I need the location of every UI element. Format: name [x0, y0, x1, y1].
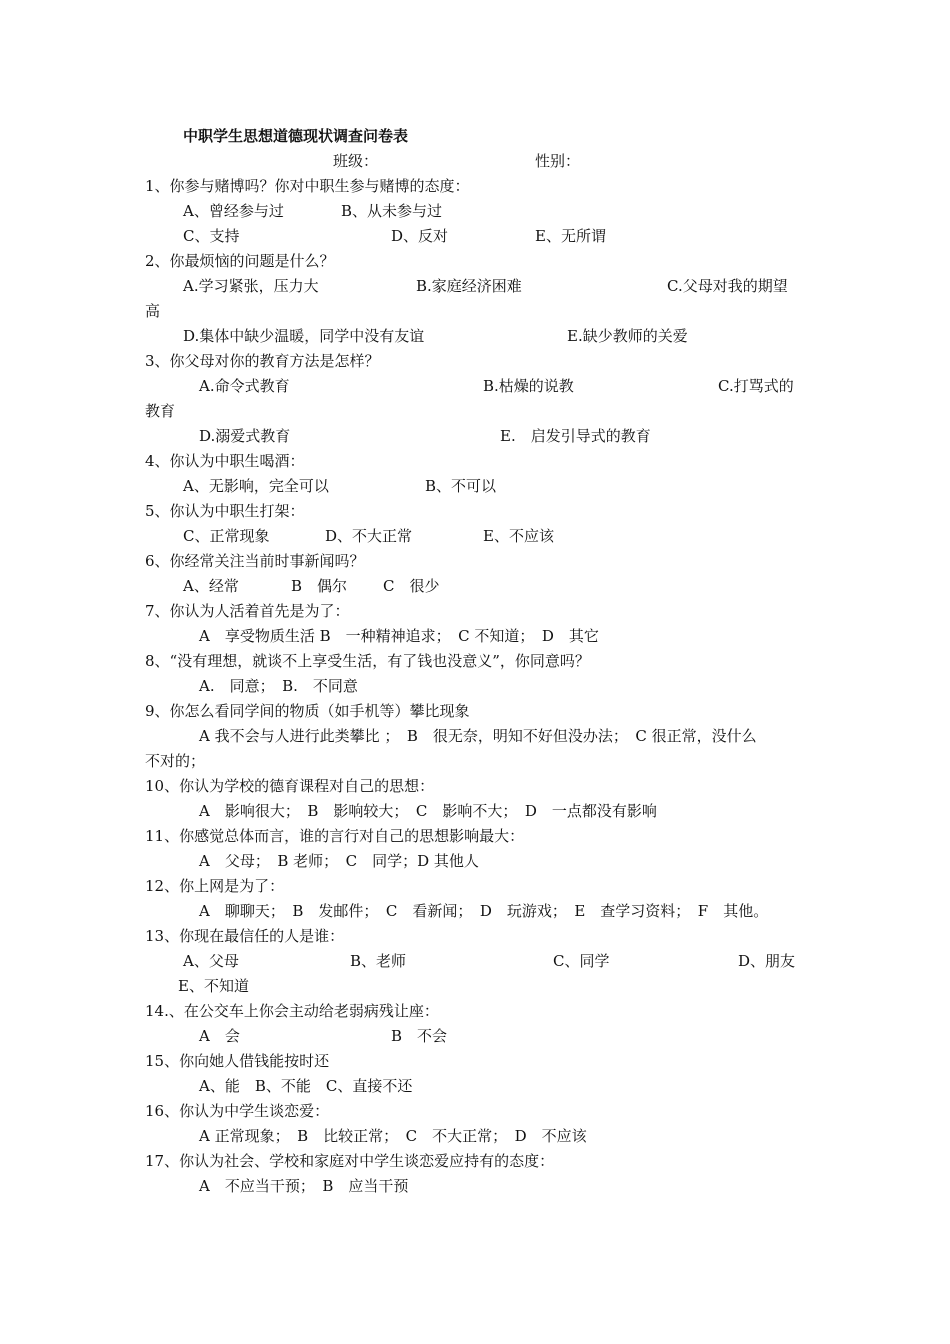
- q6-option-c: C 很少: [383, 577, 440, 595]
- q3-option-c: C.打骂式的: [718, 377, 794, 395]
- q6-option-b: B 偶尔: [291, 577, 348, 595]
- question-15: 15、你向她人借钱能按时还: [145, 1052, 330, 1070]
- q9-options-continued: 不对的；: [145, 752, 206, 770]
- gender-label: 性别：: [535, 152, 581, 170]
- q2-option-e: E.缺少教师的关爱: [567, 327, 688, 345]
- q16-options: A 正常现象； B 比较正常； C 不大正常； D 不应该: [199, 1127, 587, 1145]
- q2-option-c-continued: 高: [145, 302, 161, 320]
- question-11: 11、你感觉总体而言，谁的言行对自己的思想影响最大：: [145, 827, 525, 845]
- question-17: 17、你认为社会、学校和家庭对中学生谈恋爱应持有的态度：: [145, 1152, 555, 1170]
- q13-option-b: B、老师: [350, 952, 407, 970]
- question-13: 13、你现在最信任的人是谁：: [145, 927, 345, 945]
- q13-option-c: C、同学: [553, 952, 610, 970]
- q2-option-a: A.学习紧张，压力大: [183, 277, 319, 295]
- question-14: 14.、在公交车上你会主动给老弱病残让座：: [145, 1002, 439, 1020]
- question-2: 2、你最烦恼的问题是什么？: [145, 252, 335, 270]
- q17-options: A 不应当干预； B 应当干预: [199, 1177, 409, 1195]
- q3-option-c-continued: 教育: [145, 402, 176, 420]
- q9-options: A 我不会与人进行此类攀比 ； B 很无奈，明知不好但没办法； C 很正常，没什么: [199, 727, 757, 745]
- q2-option-d: D.集体中缺少温暖，同学中没有友谊: [183, 327, 425, 345]
- question-8: 8、“没有理想，就谈不上享受生活，有了钱也没意义”，你同意吗？: [145, 652, 590, 670]
- q3-option-a: A.命令式教育: [199, 377, 290, 395]
- q4-option-b: B、不可以: [425, 477, 497, 495]
- q3-option-d: D.溺爱式教育: [199, 427, 291, 445]
- q3-option-e: E. 启发引导式的教育: [500, 427, 651, 445]
- q5-option-d: D、不大正常: [325, 527, 413, 545]
- question-7: 7、你认为人活着首先是为了：: [145, 602, 350, 620]
- question-9: 9、你怎么看同学间的物质（如手机等）攀比现象: [145, 702, 470, 720]
- q14-option-b: B 不会: [391, 1027, 448, 1045]
- q2-option-c: C.父母对我的期望: [667, 277, 788, 295]
- q11-options: A 父母； B 老师； C 同学；D 其他人: [199, 852, 479, 870]
- q3-option-b: B.枯燥的说教: [483, 377, 574, 395]
- q5-option-c: C、正常现象: [183, 527, 270, 545]
- class-label: 班级：: [333, 152, 379, 170]
- q13-option-e: E、不知道: [178, 977, 249, 995]
- q4-option-a: A、无影响，完全可以: [183, 477, 329, 495]
- q2-option-b: B.家庭经济困难: [416, 277, 522, 295]
- q12-options: A 聊聊天； B 发邮件； C 看新闻； D 玩游戏； E 查学习资料； F 其他。: [199, 902, 769, 920]
- question-4: 4、你认为中职生喝酒：: [145, 452, 305, 470]
- q1-option-b: B、从未参与过: [341, 202, 443, 220]
- q14-option-a: A 会: [199, 1027, 240, 1045]
- q1-option-d: D、反对: [391, 227, 449, 245]
- question-12: 12、你上网是为了：: [145, 877, 285, 895]
- question-16: 16、你认为中学生谈恋爱：: [145, 1102, 330, 1120]
- q10-options: A 影响很大； B 影响较大； C 影响不大； D 一点都没有影响: [199, 802, 657, 820]
- question-6: 6、你经常关注当前时事新闻吗？: [145, 552, 365, 570]
- q1-option-c: C、支持: [183, 227, 240, 245]
- q15-options: A、能 B、不能 C、直接不还: [199, 1077, 413, 1095]
- q7-options: A 享受物质生活 B 一种精神追求； C 不知道； D 其它: [199, 627, 599, 645]
- q5-option-e: E、不应该: [483, 527, 554, 545]
- q1-option-a: A、曾经参与过: [183, 202, 284, 220]
- page-title: 中职学生思想道德现状调查问卷表: [183, 127, 409, 145]
- q13-option-d: D、朋友: [738, 952, 796, 970]
- question-1: 1、你参与赌博吗？你对中职生参与赌博的态度：: [145, 177, 470, 195]
- question-3: 3、你父母对你的教育方法是怎样？: [145, 352, 380, 370]
- question-10: 10、你认为学校的德育课程对自己的思想：: [145, 777, 435, 795]
- question-5: 5、你认为中职生打架：: [145, 502, 305, 520]
- q1-option-e: E、无所谓: [535, 227, 606, 245]
- q13-option-a: A、父母: [183, 952, 239, 970]
- q8-options: A. 同意； B. 不同意: [199, 677, 358, 695]
- q6-option-a: A、经常: [183, 577, 239, 595]
